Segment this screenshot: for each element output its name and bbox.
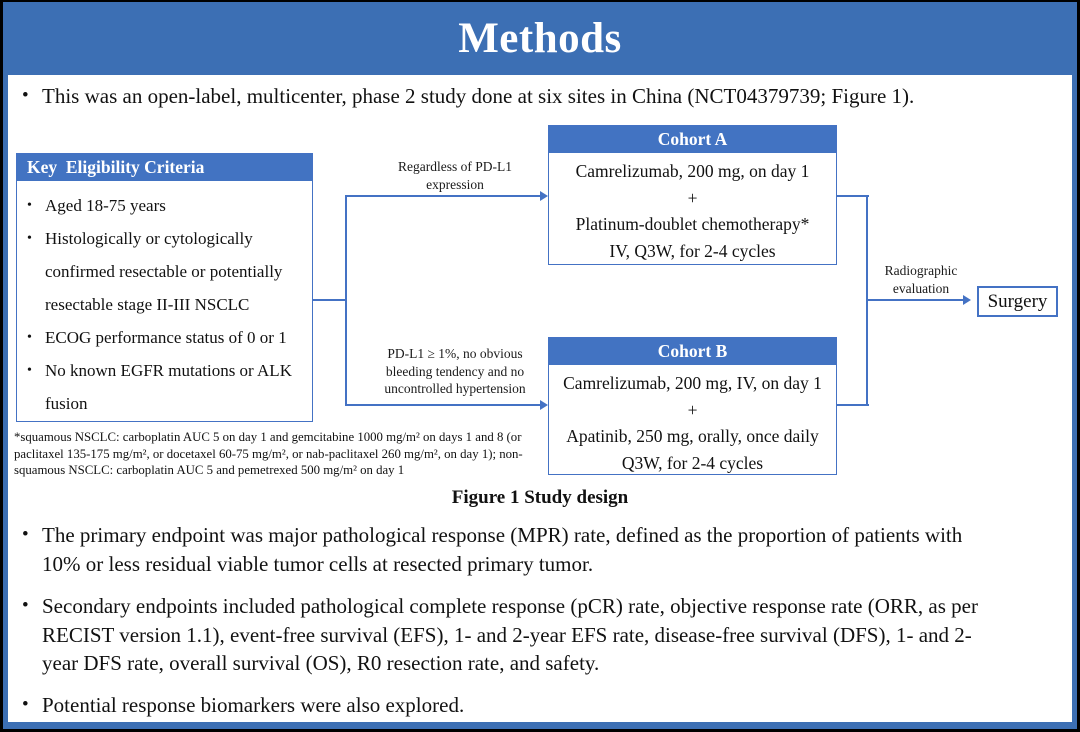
eligibility-item: • Aged 18-75 years: [25, 189, 306, 222]
cohort-b-line: Q3W, for 2-4 cycles: [621, 452, 764, 473]
cohort-b-body: [549, 365, 836, 475]
flow-line-eligibility-stub: [313, 299, 346, 301]
cohort-b-box: [548, 337, 837, 475]
surgery-box: Surgery: [977, 286, 1058, 317]
eligibility-item-list: [17, 181, 312, 420]
flow-line-cohort-a-exit: [837, 195, 869, 197]
arrow-to-cohort-b-icon: [345, 404, 540, 406]
flow-line-cohort-b-exit: [837, 404, 869, 406]
cohort-a-line: Platinum-doublet chemotherapy*: [575, 214, 810, 234]
figure-caption: Figure 1 Study design: [451, 487, 629, 508]
bullet-secondary-endpoints: • Secondary endpoints included pathological complete response (pCR) rate, objective response rate (ORR, as per RECIST version 1.1), event-free survival (EFS), 1- and 2-year EFS rate, disease-free survival (DFS), 1- and 2-year DFS rate, overall survival (OS), R0 resection rate, and safety.: [18, 592, 1003, 678]
cohort-a-line: +: [687, 187, 698, 208]
bullet-primary-endpoint: • The primary endpoint was major pathological response (MPR) rate, defined as the proportion of patients with 10% or less residual viable tumor cells at resected primary tumor.: [18, 521, 1003, 578]
page-title: Methods: [458, 15, 622, 62]
arrow-to-surgery-icon: [866, 299, 963, 301]
cohort-b-line: +: [687, 399, 698, 420]
cohort-b-header: Cohort B: [549, 338, 836, 365]
branch-label-bottom: PD-L1 ≥ 1%, no obvious bleeding tendency and no uncontrolled hypertension: [384, 346, 526, 396]
intro-bullet: • This was an open-label, multicenter, phase 2 study done at six sites in China (NCT04379739; Figure 1).: [18, 82, 1042, 111]
slide-frame: [3, 2, 1077, 729]
cohort-a-line: Camrelizumab, 200 mg, on day 1: [575, 161, 810, 181]
cohort-b-line: Camrelizumab, 200 mg, IV, on day 1: [563, 373, 822, 393]
eligibility-header: Key Eligibility Criteria: [17, 154, 312, 181]
figure-footnote: *squamous NSCLC: carboplatin AUC 5 on day 1 and gemcitabine 1000 mg/m² on days 1 and 8 (or paclitaxel 135-175 mg/m², or docetaxel 60-75 mg/m², or nab-paclitaxel 260 mg/m², on day 1); non-squamous NSCLC: carboplatin AUC 5 and pemetrexed 500 mg/m² on day 1: [14, 430, 523, 477]
radiographic-evaluation-label: Radiographic evaluation: [884, 263, 958, 296]
eligibility-item: • Histologically or cytologically confirmed resectable or potentially resectable stage II-III NSCLC: [25, 222, 306, 321]
slide-content: [8, 75, 1072, 722]
arrow-to-cohort-a-icon: [345, 195, 540, 197]
cohort-a-box: [548, 125, 837, 265]
cohort-a-line: IV, Q3W, for 2-4 cycles: [609, 240, 776, 261]
bullet-biomarkers: • Potential response biomarkers were also explored.: [18, 691, 1003, 720]
branch-label-top: Regardless of PD-L1 expression: [398, 159, 512, 192]
cohort-a-header: Cohort A: [549, 126, 836, 153]
eligibility-item: • ECOG performance status of 0 or 1: [25, 321, 306, 354]
cohort-b-line: Apatinib, 250 mg, orally, once daily: [566, 426, 819, 446]
flow-line-branch-vertical: [345, 195, 347, 406]
eligibility-item: • No known EGFR mutations or ALK fusion: [25, 354, 306, 420]
cohort-a-body: [549, 153, 836, 264]
eligibility-box: [16, 153, 313, 422]
